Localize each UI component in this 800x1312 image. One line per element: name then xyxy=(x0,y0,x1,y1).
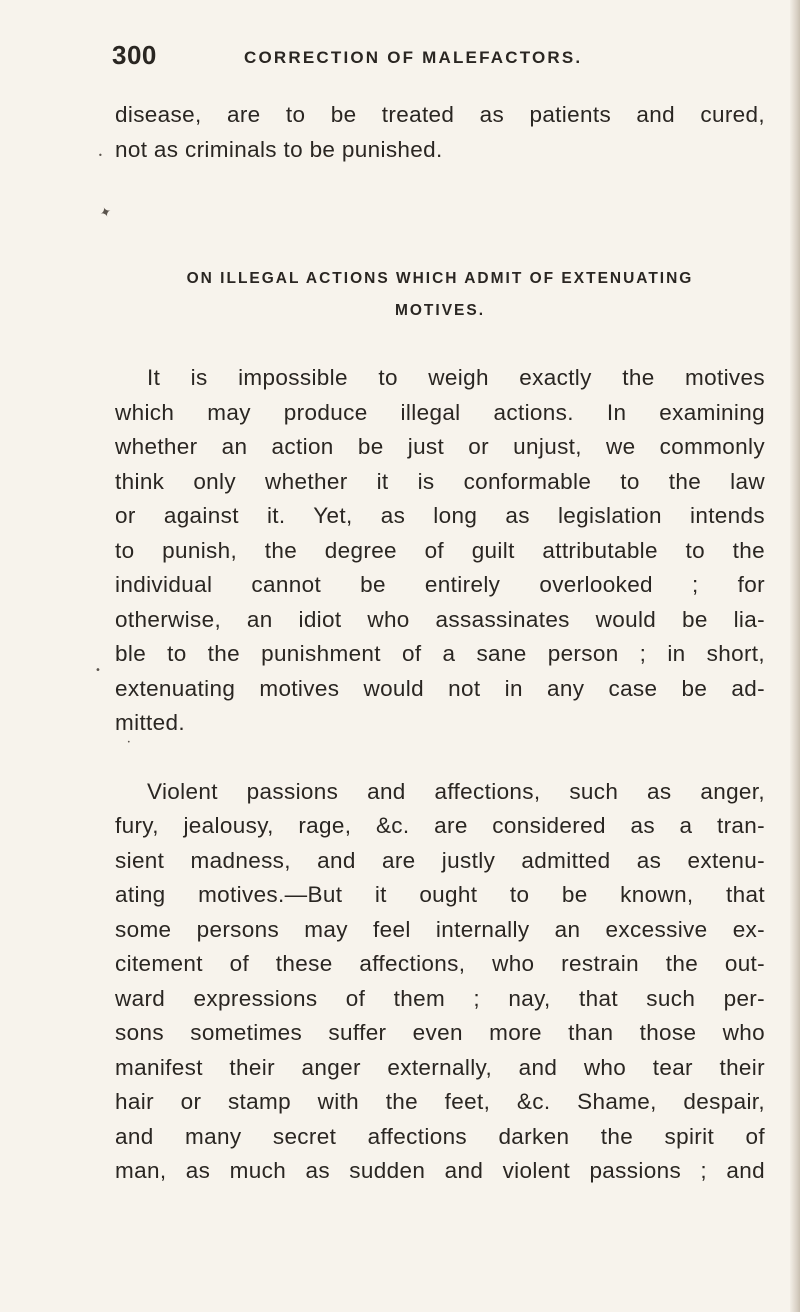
paragraph-line: otherwise, an idiot who assassinates would be lia- xyxy=(115,606,765,632)
heading-spacer xyxy=(115,327,765,361)
paragraph-line: Violent passions and affections, such as anger, xyxy=(147,778,765,804)
text-line: disease, are to be treated as patients and cured, xyxy=(115,102,765,127)
paragraph-line: ble to the punishment of a sane person ; in short, xyxy=(115,641,765,666)
paragraph-spacer xyxy=(115,741,765,775)
paragraph-line: ating motives.—But it ought to be known, that xyxy=(115,882,765,907)
paragraph-line: or against it. Yet, as long as legislation intends xyxy=(115,503,765,528)
paragraph-line: It is impossible to weigh exactly the motives xyxy=(147,365,765,390)
ink-dot-icon: • xyxy=(98,151,103,160)
paragraph-line: citement of these affections, who restrain the out- xyxy=(115,951,765,976)
ink-dot-icon: • xyxy=(127,739,131,746)
paragraph-line: whether an action be just or unjust, we commonly xyxy=(115,434,765,459)
section-heading-continuation: MOTIVES. xyxy=(394,302,486,319)
page-number: 300 xyxy=(112,40,157,70)
page-header xyxy=(112,40,732,80)
paragraph-line: sient madness, and are justly admitted as extenu- xyxy=(115,847,765,873)
paragraph-line: extenuating motives would not in any case be ad- xyxy=(115,675,765,701)
paragraph-line: sons sometimes suffer even more than those who xyxy=(115,1020,765,1045)
paragraph-line: mitted. xyxy=(115,710,185,735)
paragraph-line: individual cannot be entirely overlooked ; for xyxy=(115,572,765,597)
paragraph-line: which may produce illegal actions. In examining xyxy=(115,399,765,425)
paragraph-line: hair or stamp with the feet, &c. Shame, despair, xyxy=(115,1089,765,1114)
paragraph-line: some persons may feel internally an excessive ex- xyxy=(115,916,765,942)
ink-dot-icon: • xyxy=(95,665,101,676)
paragraph-line: ward expressions of them ; nay, that such per- xyxy=(115,985,765,1011)
paragraph-line: fury, jealousy, rage, &c. are considered as a tran- xyxy=(115,813,765,838)
running-head: CORRECTION OF MALEFACTORS. xyxy=(244,48,583,67)
page-body xyxy=(115,98,765,1189)
text-line: not as criminals to be punished. xyxy=(115,136,443,162)
section-heading: ON ILLEGAL ACTIONS WHICH ADMIT OF EXTENUATING xyxy=(186,270,694,287)
paragraph-line: think only whether it is conformable to the law xyxy=(115,468,765,494)
paragraph-line: man, as much as sudden and violent passions ; and xyxy=(115,1158,765,1183)
paragraph-line: to punish, the degree of guilt attributable to the xyxy=(115,537,765,563)
paragraph-line: manifest their anger externally, and who tear their xyxy=(115,1054,765,1080)
page-edge-shadow xyxy=(790,0,800,1312)
paragraph-line: and many secret affections darken the spirit of xyxy=(115,1123,765,1149)
ink-speck-icon: ✦ xyxy=(97,203,115,223)
section-spacer xyxy=(115,167,765,263)
